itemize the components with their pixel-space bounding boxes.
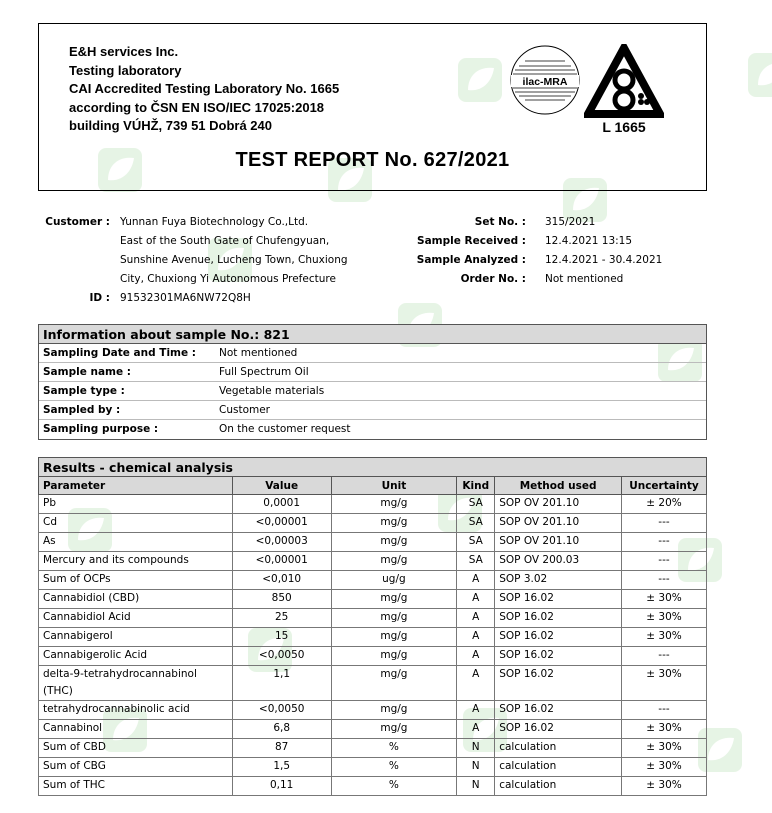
table-row	[39, 666, 707, 701]
customer-line-2: East of the South Gate of Chufengyuan,	[120, 235, 330, 247]
lab-address: building VÚHŽ, 739 51 Dobrá 240	[69, 118, 272, 133]
cell-kind: SA	[457, 552, 495, 571]
order-label: Order No. :	[460, 273, 526, 285]
cell-unit: mg/g	[331, 514, 457, 533]
cell-value: <0,00003	[232, 533, 331, 552]
cell-parameter: Sum of CBG	[39, 758, 233, 777]
table-row	[39, 590, 707, 609]
cell-unit: mg/g	[331, 647, 457, 666]
order-value: Not mentioned	[545, 273, 624, 285]
cell-parameter: Cannabigerol	[39, 628, 233, 647]
customer-label: Customer :	[45, 216, 110, 228]
sample-info-label: Sample name :	[43, 366, 131, 378]
cell-unit: %	[331, 739, 457, 758]
cell-unit: mg/g	[331, 720, 457, 739]
received-label: Sample Received :	[417, 235, 526, 247]
cell-kind: A	[457, 666, 495, 701]
cell-parameter: As	[39, 533, 233, 552]
cell-parameter: delta-9-tetrahydrocannabinol (THC)	[39, 666, 233, 701]
cell-parameter: Cannabidiol (CBD)	[39, 590, 233, 609]
cell-uncertainty: ± 30%	[621, 758, 706, 777]
cell-uncertainty: ± 30%	[621, 777, 706, 796]
results-body	[39, 495, 707, 796]
col-method: Method used	[495, 477, 622, 495]
table-row	[39, 495, 707, 514]
lab-standard: according to ČSN EN ISO/IEC 17025:2018	[69, 99, 325, 115]
cell-parameter: Cd	[39, 514, 233, 533]
cell-unit: mg/g	[331, 495, 457, 514]
cell-parameter: Cannabigerolic Acid	[39, 647, 233, 666]
table-row	[39, 739, 707, 758]
col-unit: Unit	[331, 477, 457, 495]
cell-unit: mg/g	[331, 628, 457, 647]
sample-info-value: Vegetable materials	[219, 385, 325, 397]
sample-info-value: Customer	[219, 404, 271, 416]
cell-unit: mg/g	[331, 609, 457, 628]
customer-line-1: Yunnan Fuya Biotechnology Co.,Ltd.	[120, 216, 309, 228]
lab-name: E&H services Inc.	[69, 44, 179, 59]
sample-info-section	[38, 324, 707, 440]
col-value: Value	[232, 477, 331, 495]
cell-kind: N	[457, 739, 495, 758]
results-header-row	[39, 477, 707, 495]
id-label: ID :	[89, 292, 110, 304]
cell-method: SOP 16.02	[495, 666, 622, 701]
lab-type: Testing laboratory	[69, 62, 182, 78]
sample-info-value: Full Spectrum Oil	[219, 366, 309, 378]
cell-kind: A	[457, 647, 495, 666]
cell-method: calculation	[495, 777, 622, 796]
sample-info-rows	[39, 344, 706, 439]
table-row	[39, 533, 707, 552]
cell-uncertainty: ---	[621, 533, 706, 552]
cell-method: SOP 16.02	[495, 701, 622, 720]
cell-unit: %	[331, 758, 457, 777]
sample-info-value: On the customer request	[219, 423, 351, 435]
cell-method: SOP 16.02	[495, 647, 622, 666]
analyzed-label: Sample Analyzed :	[416, 254, 526, 266]
cell-kind: A	[457, 628, 495, 647]
cell-method: SOP 16.02	[495, 720, 622, 739]
cell-value: 15	[232, 628, 331, 647]
col-uncertainty: Uncertainty	[621, 477, 706, 495]
cell-method: SOP 16.02	[495, 609, 622, 628]
table-row	[39, 628, 707, 647]
cell-value: <0,00001	[232, 514, 331, 533]
results-table	[38, 476, 707, 796]
table-row	[39, 609, 707, 628]
cell-kind: N	[457, 758, 495, 777]
cell-value: 850	[232, 590, 331, 609]
cell-value: 0,11	[232, 777, 331, 796]
cell-unit: ug/g	[331, 571, 457, 590]
cell-parameter: Sum of THC	[39, 777, 233, 796]
accreditation-logo-icon	[584, 44, 664, 136]
cell-kind: SA	[457, 495, 495, 514]
set-value: 315/2021	[545, 216, 596, 228]
cell-unit: mg/g	[331, 666, 457, 701]
cell-value: <0,00001	[232, 552, 331, 571]
results-title: Results - chemical analysis	[38, 457, 707, 476]
cell-value: 1,1	[232, 666, 331, 701]
sample-info-value: Not mentioned	[219, 347, 298, 359]
cell-uncertainty: ± 30%	[621, 590, 706, 609]
cell-kind: N	[457, 777, 495, 796]
cell-uncertainty: ± 30%	[621, 739, 706, 758]
cell-kind: A	[457, 701, 495, 720]
cell-parameter: Mercury and its compounds	[39, 552, 233, 571]
sample-info-row	[39, 363, 706, 382]
customer-line-3: Sunshine Avenue, Lucheng Town, Chuxiong	[120, 254, 348, 266]
cell-unit: mg/g	[331, 590, 457, 609]
lab-accreditation: CAI Accredited Testing Laboratory No. 1665	[69, 81, 340, 96]
cell-kind: A	[457, 720, 495, 739]
accreditation-number: L 1665	[602, 119, 646, 135]
cell-method: SOP OV 201.10	[495, 514, 622, 533]
cell-value: <0,0050	[232, 647, 331, 666]
report-title: TEST REPORT No. 627/2021	[235, 149, 510, 171]
cell-value: 1,5	[232, 758, 331, 777]
leaf-box-icon	[740, 45, 772, 105]
sample-info-row	[39, 382, 706, 401]
cell-parameter: Pb	[39, 495, 233, 514]
sample-info-title: Information about sample No.: 821	[39, 325, 706, 344]
cell-uncertainty: ± 30%	[621, 666, 706, 701]
received-value: 12.4.2021 13:15	[545, 235, 633, 247]
id-value: 91532301MA6NW72Q8H	[120, 292, 251, 304]
table-row	[39, 720, 707, 739]
sample-info-row	[39, 401, 706, 420]
table-row	[39, 701, 707, 720]
cell-parameter: Cannabinol	[39, 720, 233, 739]
cell-uncertainty: ---	[621, 514, 706, 533]
cell-method: SOP OV 201.10	[495, 495, 622, 514]
cell-uncertainty: ± 20%	[621, 495, 706, 514]
col-parameter: Parameter	[39, 477, 233, 495]
cell-kind: A	[457, 609, 495, 628]
cell-uncertainty: ± 30%	[621, 609, 706, 628]
cell-method: SOP OV 201.10	[495, 533, 622, 552]
cell-uncertainty: ± 30%	[621, 628, 706, 647]
lab-address-block	[69, 43, 339, 136]
table-row	[39, 514, 707, 533]
cell-kind: SA	[457, 533, 495, 552]
cell-uncertainty: ---	[621, 701, 706, 720]
cell-value: 25	[232, 609, 331, 628]
cell-unit: mg/g	[331, 552, 457, 571]
cell-method: calculation	[495, 758, 622, 777]
sample-info-label: Sampling purpose :	[43, 423, 159, 435]
cell-unit: %	[331, 777, 457, 796]
set-label: Set No. :	[474, 216, 526, 228]
cell-value: 6,8	[232, 720, 331, 739]
table-row	[39, 758, 707, 777]
table-row	[39, 571, 707, 590]
sample-info-row	[39, 344, 706, 363]
cell-unit: mg/g	[331, 533, 457, 552]
cell-value: 0,0001	[232, 495, 331, 514]
cell-uncertainty: ± 30%	[621, 720, 706, 739]
cell-method: SOP OV 200.03	[495, 552, 622, 571]
sample-info-label: Sample type :	[43, 385, 125, 397]
sample-info-row	[39, 420, 706, 439]
table-row	[39, 777, 707, 796]
cell-kind: SA	[457, 514, 495, 533]
cell-value: <0,010	[232, 571, 331, 590]
cell-method: SOP 16.02	[495, 628, 622, 647]
cell-parameter: Cannabidiol Acid	[39, 609, 233, 628]
cell-kind: A	[457, 571, 495, 590]
ilac-mra-logo-icon	[509, 44, 581, 116]
cell-unit: mg/g	[331, 701, 457, 720]
cell-method: SOP 16.02	[495, 590, 622, 609]
table-row	[39, 552, 707, 571]
cell-parameter: Sum of CBD	[39, 739, 233, 758]
cell-parameter: tetrahydrocannabinolic acid	[39, 701, 233, 720]
cell-uncertainty: ---	[621, 571, 706, 590]
cell-value: <0,0050	[232, 701, 331, 720]
table-row	[39, 647, 707, 666]
cell-uncertainty: ---	[621, 552, 706, 571]
cell-parameter: Sum of OCPs	[39, 571, 233, 590]
col-kind: Kind	[457, 477, 495, 495]
cell-method: SOP 3.02	[495, 571, 622, 590]
sample-info-label: Sampled by :	[43, 404, 121, 416]
cell-kind: A	[457, 590, 495, 609]
customer-line-4: City, Chuxiong Yi Autonomous Prefecture	[120, 273, 336, 285]
sample-info-label: Sampling Date and Time :	[43, 347, 196, 359]
report-header	[38, 23, 707, 191]
customer-info	[0, 213, 772, 313]
results-section	[38, 457, 707, 796]
analyzed-value: 12.4.2021 - 30.4.2021	[545, 254, 663, 266]
ilac-logo-text: ilac-MRA	[522, 76, 568, 88]
cell-method: calculation	[495, 739, 622, 758]
cell-value: 87	[232, 739, 331, 758]
cell-uncertainty: ---	[621, 647, 706, 666]
